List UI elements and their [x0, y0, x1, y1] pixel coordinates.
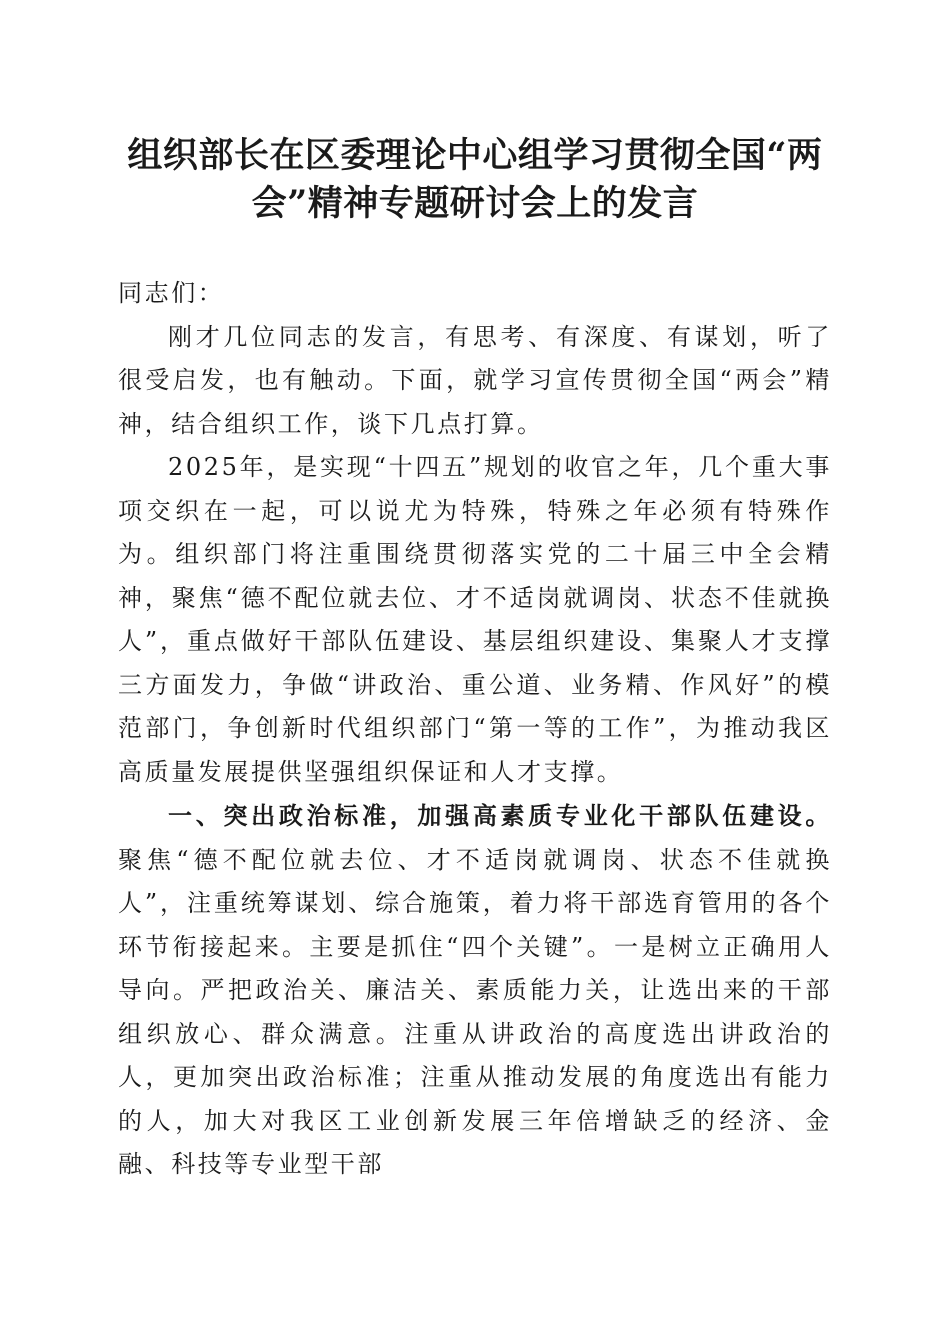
paragraph-section-1 — [118, 794, 832, 1187]
document-title — [118, 132, 832, 228]
title-line-1: 组织部长在区委理论中心组学习贯彻全国“两 — [127, 135, 823, 176]
paragraph-overview: 2025年，是实现“十四五”规划的收官之年，几个重大事项交织在一起，可以说尤为特殊，特殊之年必须有特殊作为。组织部门将注重围绕贯彻落实党的二十届三中全会精神，聚焦“德不配位就去位、才不适岗就调岗、状态不佳就换人”，重点做好干部队伍建设、基层组织建设、集聚人才支撑三方面发力，争做“讲政治、重公道、业务精、作风好”的模范部门，争创新时代组织部门“第一等的工作”，为推动我区高质量发展提供坚强组织保证和人才支撑。 — [118, 453, 832, 786]
section-1-heading: 一、突出政治标准，加强高素质专业化干部队伍建设。 — [168, 801, 832, 830]
section-1-body: 聚焦“德不配位就去位、才不适岗就调岗、状态不佳就换人”，注重统筹谋划、综合施策，着力将干部选育管用的各个环节衔接起来。主要是抓住“四个关键”。一是树立正确用人导向。严把政治关、廉洁关、素质能力关，让选出来的干部组织放心、群众满意。注重从讲政治的高度选出讲政治的人，更加突出政治标准；注重从推动发展的角度选出有能力的人，加大对我区工业创新发展三年倍增缺乏的经济、金融、科技等专业型干部 — [118, 845, 832, 1178]
salutation: 同志们： — [118, 279, 225, 307]
paragraph-opening: 刚才几位同志的发言，有思考、有深度、有谋划，听了很受启发，也有触动。下面，就学习宣传贯彻全国“两会”精神，结合组织工作，谈下几点打算。 — [118, 322, 832, 438]
title-line-2: 会”精神专题研讨会上的发言 — [251, 183, 699, 224]
